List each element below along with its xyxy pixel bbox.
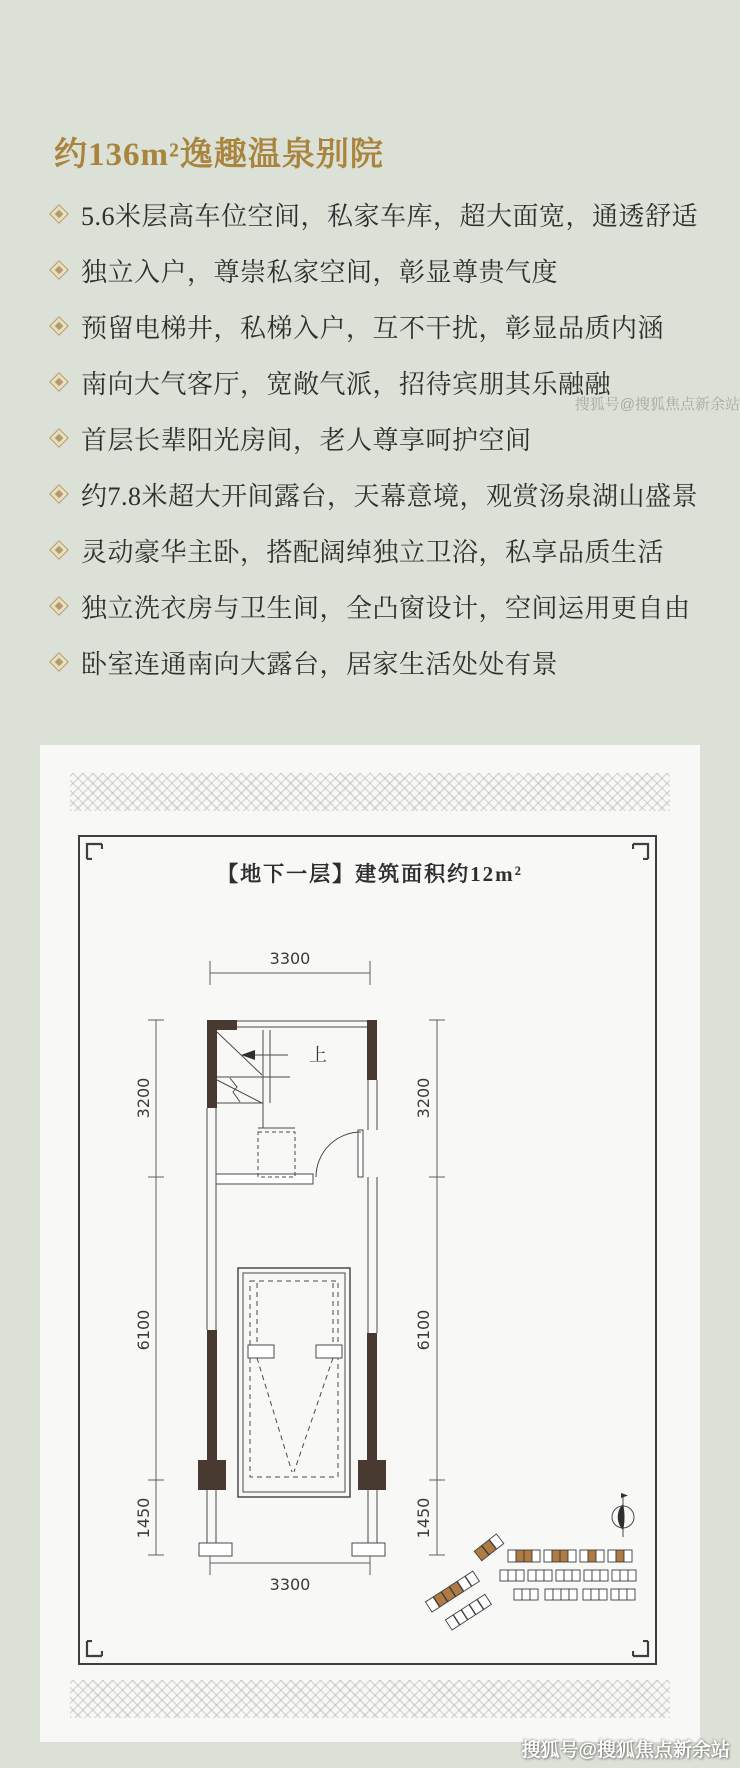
feature-item <box>52 312 698 343</box>
diamond-bullet-icon <box>49 596 69 616</box>
stair-arrow-icon <box>241 1050 255 1060</box>
page-title: 约136m²逸趣温泉别院 <box>54 137 384 173</box>
footing-left <box>199 1543 232 1556</box>
dim-right-1: 3200 <box>414 1077 433 1119</box>
feature-item <box>52 424 698 455</box>
diamond-bullet-icon <box>49 652 69 672</box>
diamond-bullet-icon <box>49 540 69 560</box>
stair-up-label: 上 <box>309 1045 327 1065</box>
dim-bottom-label: 3300 <box>269 1575 311 1594</box>
feature-item <box>52 536 698 567</box>
watermark-bottom: 搜狐号@搜狐焦点新余站 <box>521 1740 730 1761</box>
feature-item <box>52 480 699 511</box>
diamond-bullet-icon <box>49 260 69 280</box>
diamond-bullet-icon <box>49 204 69 224</box>
diamond-bullet-icon <box>49 316 69 336</box>
feature-text: 独立洗衣房与卫生间，全凸窗设计，空间运用更自由 <box>81 593 691 623</box>
elevator-shaft <box>258 1132 295 1177</box>
watermark-side: 搜狐号@搜狐焦点新余站 <box>574 396 740 413</box>
compass-icon <box>612 1493 634 1537</box>
wall-blocks <box>198 1020 386 1490</box>
feature-text: 独立入户，尊崇私家空间，彰显尊贵气度 <box>81 257 559 287</box>
feature-list <box>52 200 698 704</box>
feature-text: 约7.8米超大开间露台，天幕意境，观赏汤泉湖山盛景 <box>81 481 699 511</box>
dim-left-3: 1450 <box>134 1497 153 1539</box>
diamond-bullet-icon <box>49 484 69 504</box>
feature-item <box>52 592 698 623</box>
floorplan-drawing <box>40 745 700 1742</box>
stairs <box>217 1030 327 1128</box>
floorplan-title: 【地下一层】建筑面积约12m² <box>217 862 523 886</box>
feature-item <box>52 256 698 287</box>
feature-text: 首层长辈阳光房间，老人尊享呵护空间 <box>81 425 532 455</box>
dim-left-1: 3200 <box>134 1077 153 1119</box>
wall-lines <box>199 1021 385 1556</box>
feature-text: 灵动豪华主卧，搭配阔绰独立卫浴，私享品质生活 <box>81 537 665 567</box>
diamond-bullet-icon <box>49 428 69 448</box>
floorplan-card <box>40 745 700 1742</box>
dim-top-label: 3300 <box>269 949 311 968</box>
feature-text: 5.6米层高车位空间，私家车库，超大面宽，通透舒适 <box>81 201 699 231</box>
dim-right-3: 1450 <box>414 1497 433 1539</box>
feature-item <box>52 648 698 679</box>
diamond-bullet-icon <box>49 372 69 392</box>
door <box>316 1130 363 1177</box>
dim-right-2: 6100 <box>414 1309 433 1351</box>
site-minimap <box>425 1534 636 1630</box>
feature-text: 预留电梯井，私梯入户，互不干扰，彰显品质内涵 <box>81 313 665 343</box>
car-lift <box>238 1268 350 1497</box>
feature-text: 卧室连通南向大露台，居家生活处处有景 <box>81 649 559 679</box>
feature-item <box>52 368 698 399</box>
dim-left-2: 6100 <box>134 1309 153 1351</box>
footing-right <box>352 1543 385 1556</box>
feature-text: 南向大气客厅，宽敞气派，招待宾朋其乐融融 <box>81 369 612 399</box>
feature-item <box>52 200 699 231</box>
